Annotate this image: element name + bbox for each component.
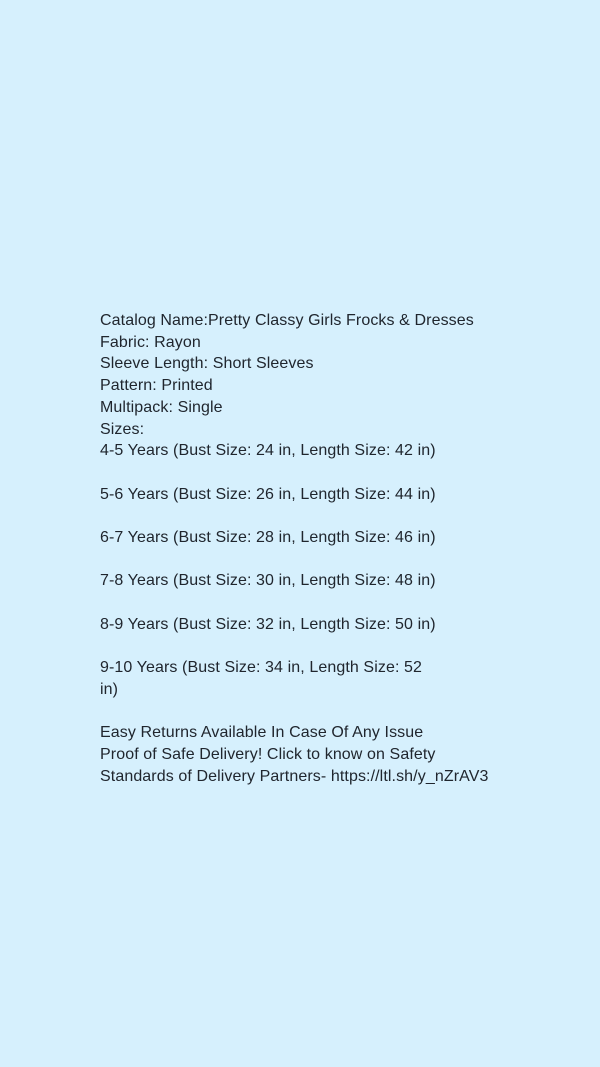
size-line: 7-8 Years (Bust Size: 30 in, Length Size: 48 in) xyxy=(100,572,436,590)
delivery-standards-prefix: Standards of Delivery Partners- xyxy=(100,767,331,785)
size-line-wrap: in) xyxy=(100,680,119,698)
pattern-line: Pattern: Printed xyxy=(100,377,213,395)
safety-link-url: https://ltl.sh/y_nZrAV3 xyxy=(330,767,489,785)
safe-delivery-line: Proof of Safe Delivery! Click to know on Safety xyxy=(100,745,436,763)
sleeve-length-line: Sleeve Length: Short Sleeves xyxy=(100,355,314,373)
catalog-name-line: Catalog Name:Pretty Classy Girls Frocks & Dresses xyxy=(100,312,474,329)
fabric-line: Fabric: Rayon xyxy=(100,333,201,351)
size-line: 9-10 Years (Bust Size: 34 in, Length Size: 52 xyxy=(100,659,423,677)
product-description-text-block xyxy=(100,310,570,787)
size-line: 8-9 Years (Bust Size: 32 in, Length Size: 50 in) xyxy=(100,615,436,633)
size-line: 5-6 Years (Bust Size: 26 in, Length Size: 44 in) xyxy=(100,485,436,503)
size-line: 6-7 Years (Bust Size: 28 in, Length Size: 46 in) xyxy=(100,529,436,546)
easy-returns-line: Easy Returns Available In Case Of Any Issue xyxy=(100,724,424,742)
size-line: 4-5 Years (Bust Size: 24 in, Length Size: 42 in) xyxy=(100,442,436,460)
delivery-standards-line xyxy=(100,766,570,788)
sizes-heading: Sizes: xyxy=(100,420,145,438)
multipack-line: Multipack: Single xyxy=(100,398,223,416)
